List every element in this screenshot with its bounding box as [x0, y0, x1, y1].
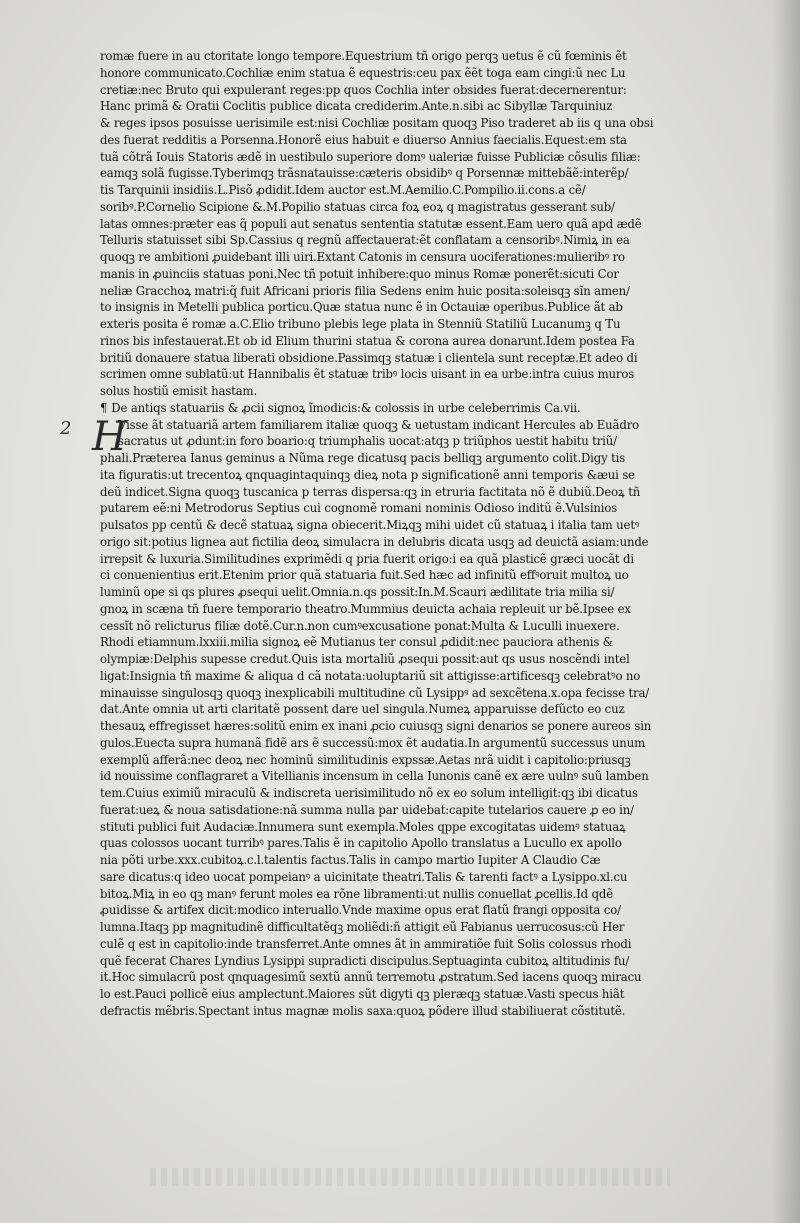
text-line: quẽ fecerat Chares Lyndius Lysippi supradicti discipulus.Septuaginta cubitoꝝ altitudinis fu/: [100, 953, 630, 968]
text-line: olympiæ:Delphis supesse credut.Quis ista mortaliũ ꝓsequi possit:aut qs usus noscẽndi intel: [100, 652, 630, 666]
text-line: phali.Præterea Ianus geminus a Nũma rege dicatusq pacis belliqꝫ argumento colit.Digy tis: [100, 451, 626, 465]
text-line: deũ indicet.Signa quoqꝫ tuscanica p terras dispersa:qꝫ in etruria factitata nõ ẽ dubiũ.Deoꝝ tñ: [100, 484, 641, 499]
text-line: irrepsit & luxuria.Similitudines exprimẽdi q pria fuerit origo:i ea quã plasticẽ græci uocãt di: [100, 551, 634, 566]
text-line: solus hostiũ emisit hastam.: [100, 384, 258, 398]
text-line: quas colossos uocant turribꝰ pares.Talis ẽ in capitolio Apollo translatus a Lucullo ex apollo: [100, 836, 622, 851]
text-line: latas omnes:præter eas q̃ populi aut senatus sententia statutæ essent.Eam uero quã apd ædẽ: [100, 216, 642, 231]
text-line: bitoꝝ.Miꝝ in eo qꝫ manꝰ ferunt moles ea rõne libramenti:ut nullis conuellat ꝓcellis.Id qdẽ: [100, 886, 614, 901]
text-line: tem.Cuius eximiũ miraculũ & indiscreta uerisimilitudo nõ ex eo solum intelligit:qꝫ ibi dicatus: [100, 786, 638, 800]
text-line: ci conuenientius erit.Etenim prior quã statuaria fuit.Sed hæc ad infinitũ effꝰoruit multoꝝ uo: [100, 568, 629, 583]
text-line: lumna.Itaqꝫ pp magnitudinẽ difficultatẽqꝫ moliẽdi:ñ attigit eũ Fabianus uerrucosus:cũ Her: [100, 920, 625, 934]
text-line: honore communicato.Cochliæ enim statua ẽ equestris:ceu pax ẽẽt toga eam cingi:ũ nec Lu: [100, 65, 626, 80]
text-line: cretiæ:nec Bruto qui expulerant reges:pp quos Cochlia inter obsides fuerat:decernerentur:: [100, 82, 627, 97]
drop-initial: H: [92, 413, 127, 460]
chapter-heading: De antiqs statuariis & ꝓcii signoꝝ ĩmodicis:& colossis in urbe celeberrimis: [111, 400, 541, 415]
text-line: britiũ donauere statua liberati obsidione.Passimqꝫ statuæ i clientela sunt receptæ.Et adeo di: [100, 350, 638, 365]
text-line: ita figuratis:ut trecentoꝝ qnquagintaquinqꝫ dieꝝ nota p significationẽ anni temporis &æui se: [100, 467, 635, 482]
text-line: gulos.Euecta supra humanã fidẽ ars ẽ successũ:mox ẽt audatia.In argumentũ successus unum: [100, 735, 645, 750]
text-line: tuã cõtrã Iouis Statoris ædẽ in uestibulo superiore domꝰ ualeriæ fuisse Publiciæ cõsulis filiæ:: [100, 149, 641, 164]
text-line: culẽ q est in capitolio:inde transferret.Ante omnes ãt in ammiratiõe fuit Solis colossus rhodi: [100, 936, 632, 951]
text-line: ꝓuidisse & artifex dicit:modico interuallo.Vnde maxime opus erat flatũ frangi opposita co/: [100, 903, 621, 918]
text-line: dat.Ante omnia ut arti claritatẽ possent dare uel singula.Numeꝝ apparuisse defũcto eo cuz: [100, 702, 625, 717]
text-line: fuerat:ueꝝ & noua satisdatione:nã summa nulla par uidebat:capite tutelarios cauere ꝓ eo in/: [100, 802, 634, 817]
text-line: cessĩt nõ relicturus filiæ dotẽ.Cur.n.non cumꝰexcusatione ponat:Multa & Luculli inuexere.: [100, 618, 620, 633]
text-line: lo est.Pauci pollicẽ eius amplectunt.Maiores sũt digyti qꝫ pleræqꝫ statuæ.Vasti specus hiãt: [100, 987, 625, 1001]
text-line: neliæ Gracchoꝝ matri:q̃ fuit Africani prioris filia Sedens enim huic posita:soleisqꝫ sĩn amen/: [100, 283, 630, 298]
text-line: Visse ãt statuariã artem familiarem italiæ quoqꝫ & uetustam indicant Hercules ab Euãdro: [118, 417, 640, 432]
pilcrow-icon: ¶: [100, 400, 108, 415]
text-line: Hanc primã & Oratii Coclitis publice dicata crediderim.Ante.n.sibi ac Sibyllæ Tarquiniuz: [100, 99, 613, 114]
text-line: defractis mẽbris.Spectant intus magnæ molis saxa:quoꝝ põdere illud stabiliuerat cõstitutẽ.: [100, 1003, 626, 1018]
margin-note: 2: [60, 418, 72, 439]
text-line: soribꝰ.P.Cornelio Scipione &.M.Popilio statuas circa foꝝ eoꝝ q magistratus gesserant sub/: [100, 199, 615, 214]
text-line: rinos bis infestauerat.Et ob id Elium thurini statua & corona aurea donarunt.Idem postea Fa: [100, 333, 635, 348]
main-text-block: [92, 48, 675, 1020]
text-line: manis in ꝓuinciis statuas poni.Nec tñ potuit inhibere:quo minus Romæ ponerẽt:sicuti Cor: [100, 266, 619, 281]
text-line: tis Tarquinii insidiis.L.Pisõ ꝓdidit.Idem auctor est.M.Aemilio.C.Pompilio.ii.cons.a cẽ/: [100, 183, 586, 197]
paragraph-chapter: [92, 413, 675, 1020]
text-line: Telluris statuisset sibi Sp.Cassius q regnũ affectauerat:ẽt conflatam a censoribꝰ.Nimiꝝ in ea: [100, 233, 630, 248]
text-line: origo sit:potius lignea aut fictilia deoꝝ simulacra in delubris dicata usqꝫ ad deuictã asiam:unde: [100, 534, 649, 549]
text-line: exteris posita ẽ romæ a.C.Elio tribuno plebis lege plata in Stenniũ Statiliũ Lucanumꝫ q Tu: [100, 317, 621, 331]
text-line: nia põti urbe.xxx.cubitoꝝ.c.l.talentis factus.Talis in campo martio Iupiter A Claudio Cæ: [100, 853, 601, 867]
paragraph-top: [100, 48, 675, 400]
chapter-heading-row: [100, 400, 675, 417]
text-line: quoqꝫ re ambitioni ꝓuidebant illi uiri.Extant Catonis in censura uociferationes:mulieribꝰ ro: [100, 250, 625, 264]
text-line: sare dicatus:q ideo uocat pompeianꝰ a uicinitate theatri.Talis & tarenti factꝰ a Lysippo.xl.cu: [100, 869, 628, 884]
text-line: stituti publici fuit Audaciæ.Innumera sunt exempla.Moles qppe excogitatas uidemꝰ statuaꝝ: [100, 819, 626, 834]
text-line: luminũ ope si qs plures ꝓsequi uelit.Omnia.n.qs possit:In.M.Scauri ædilitate tria milia si/: [100, 585, 615, 599]
text-line: ligat:Insignia tñ maxime & aliqua d cã notata:uoluptariũ sit attigisse:artificesqꝫ celebratꝰo no: [100, 668, 641, 683]
text-line: & reges ipsos posuisse uerisimile est:nisi Cochliæ positam quoqꝫ Piso traderet ab iis q una obsi: [100, 116, 654, 130]
text-line: pulsatos pp centũ & decẽ statuaꝝ signa obiecerit.Miꝝqꝫ mihi uidet cũ statuaꝝ i italia tam uetꝰ: [100, 518, 640, 532]
text-line: eamqꝫ solã fugisse.Tyberimqꝫ trãsnatauisse:cæteris obsidibꝰ q Porsennæ mittebãẽ:interẽp/: [100, 166, 629, 181]
text-line: exemplũ afferã:nec deoꝝ nec hominũ similitudinis expssæ.Aetas nrã uidit i capitolio:priusqꝫ: [100, 752, 631, 767]
show-through-text: [150, 1168, 670, 1186]
text-line: des fuerat redditis a Porsenna.Honorẽ eius habuit e diuerso Annius faecialis.Equest:em sta: [100, 132, 627, 147]
text-line: scrimen omne sublatũ:ut Hannibalis ẽt statuæ tribꝰ locis uisant in ea urbe:intra cuius muros: [100, 367, 635, 382]
text-line: id nouissime conflagraret a Vitellianis incensum in cella Iunonis canẽ ex ære uulnꝰ suũ lamben: [100, 769, 649, 784]
text-line: romæ fuere in au ctoritate longo tempore.Equestrium tñ origo perqꝫ uetus ẽ cũ fœminis ẽt: [100, 49, 627, 63]
text-line: putarem eẽ:ni Metrodorus Septius cui cognomẽ romani nominis Odioso inditũ ẽ.Vulsinios: [100, 501, 618, 516]
text-line: sacratus ut ꝓdunt:in foro boario:q triumphalis uocat:atqꝫ p triũphos uestit habitu triũ/: [118, 434, 617, 449]
text-line: to insignis in Metelli publica porticu.Quæ statua nunc ẽ in Octauiæ operibus.Publice ãt ab: [100, 300, 623, 315]
text-line: it.Hoc simulacrũ post qnquagesimũ sextũ annũ terremotu ꝓstratum.Sed iacens quoqꝫ miracu: [100, 970, 642, 985]
text-line: minauisse singulosqꝫ quoqꝫ inexplicabili multitudine cũ Lysippꝰ ad sexcẽtena.x.opa fecisse tra/: [100, 685, 650, 700]
page-edge-shadow: [772, 0, 800, 1223]
text-line: Rhodi etiamnum.lxxiii.milia signoꝝ eẽ Mutianus ter consul ꝓdidit:nec pauciora athenis &: [100, 635, 613, 650]
text-line: thesauꝝ effregisset hæres:solitũ enim ex inani ꝓcio cuiusqꝫ signi denarios se ponere aureos sin: [100, 719, 652, 733]
text-line: gnoꝝ in scæna tñ fuere temporario theatro.Mummius deuicta achaia repleuit ur bẽ.Ipsee ex: [100, 601, 631, 616]
chapter-number: Ca.vii.: [544, 400, 581, 415]
